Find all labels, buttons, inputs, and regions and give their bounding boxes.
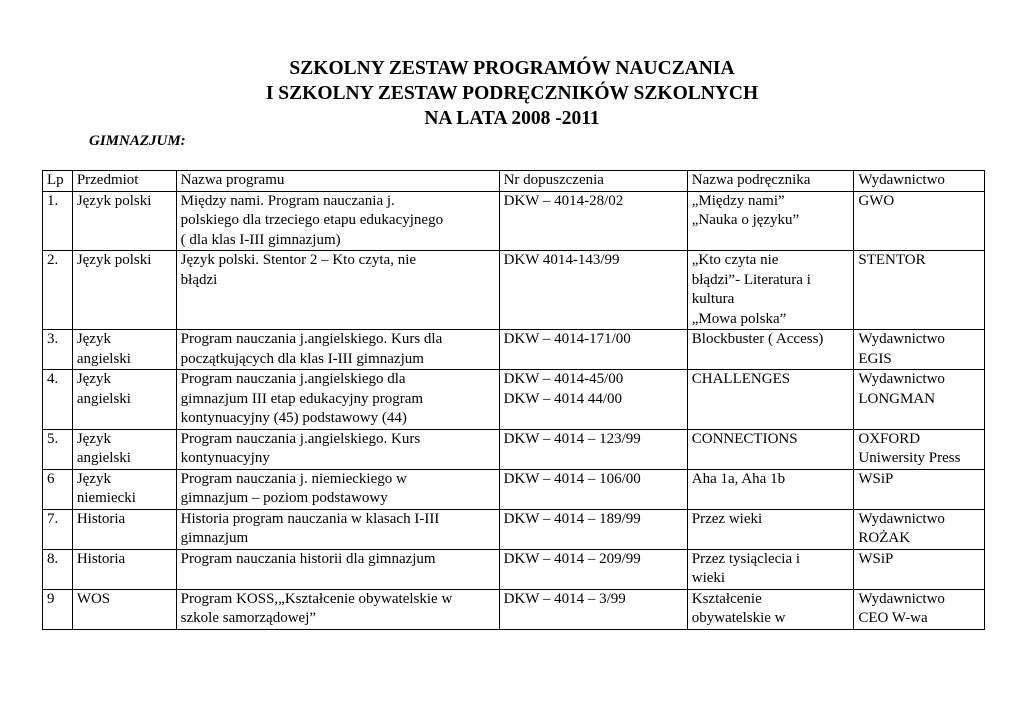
school-level-label: GIMNAZJUM: — [89, 133, 186, 149]
table-row — [43, 469, 985, 509]
cell-lp: 3. — [43, 330, 73, 370]
table-header-row — [43, 171, 985, 192]
table-row — [43, 509, 985, 549]
cell-lp: 4. — [43, 370, 73, 430]
cell-program: Historia program nauczania w klasach I-III gimnazjum — [176, 509, 499, 549]
cell-approval: DKW – 4014-171/00 — [499, 330, 687, 370]
header-program-name: Nazwa programu — [176, 171, 499, 192]
cell-publisher: STENTOR — [854, 251, 985, 330]
cell-textbook: CHALLENGES — [687, 370, 854, 430]
cell-program: Program nauczania j.angielskiego. Kurs kontynuacyjny — [176, 429, 499, 469]
cell-approval: DKW – 4014 – 123/99 — [499, 429, 687, 469]
cell-program: Program nauczania j.angielskiego dla gimnazjum III etap edukacyjny program kontynuacyjny (45) podstawowy (44) — [176, 370, 499, 430]
cell-subject: Język polski — [72, 251, 176, 330]
cell-publisher: Wydawnictwo EGIS — [854, 330, 985, 370]
cell-publisher: Wydawnictwo CEO W-wa — [854, 589, 985, 629]
cell-program: Program nauczania historii dla gimnazjum — [176, 549, 499, 589]
cell-subject: Język angielski — [72, 429, 176, 469]
cell-approval: DKW – 4014-28/02 — [499, 191, 687, 251]
cell-publisher: Wydawnictwo LONGMAN — [854, 370, 985, 430]
cell-program: Program nauczania j. niemieckiego w gimnazjum – poziom podstawowy — [176, 469, 499, 509]
cell-textbook: Aha 1a, Aha 1b — [687, 469, 854, 509]
table-row — [43, 330, 985, 370]
table-row — [43, 370, 985, 430]
cell-approval: DKW – 4014 – 189/99 — [499, 509, 687, 549]
document-title-line-1: SZKOLNY ZESTAW PROGRAMÓW NAUCZANIA — [289, 58, 735, 79]
cell-publisher: WSiP — [854, 549, 985, 589]
cell-program: Program nauczania j.angielskiego. Kurs dla początkujących dla klas I-III gimnazjum — [176, 330, 499, 370]
table-row — [43, 429, 985, 469]
cell-publisher: GWO — [854, 191, 985, 251]
header-publisher: Wydawnictwo — [854, 171, 985, 192]
cell-program: Między nami. Program nauczania j. polskiego dla trzeciego etapu edukacyjnego ( dla klas I-III gimnazjum) — [176, 191, 499, 251]
cell-textbook: CONNECTIONS — [687, 429, 854, 469]
cell-textbook: Kształcenie obywatelskie w — [687, 589, 854, 629]
cell-program: Program KOSS,„Kształcenie obywatelskie w szkole samorządowej” — [176, 589, 499, 629]
cell-subject: Język niemiecki — [72, 469, 176, 509]
cell-approval: DKW 4014-143/99 — [499, 251, 687, 330]
cell-lp: 5. — [43, 429, 73, 469]
cell-textbook: „Kto czyta nie błądzi”- Literatura i kultura „Mowa polska” — [687, 251, 854, 330]
cell-approval: DKW – 4014 – 3/99 — [499, 589, 687, 629]
cell-lp: 7. — [43, 509, 73, 549]
cell-subject: Język angielski — [72, 370, 176, 430]
table-row — [43, 549, 985, 589]
cell-lp: 2. — [43, 251, 73, 330]
cell-subject: WOS — [72, 589, 176, 629]
cell-approval: DKW – 4014-45/00 DKW – 4014 44/00 — [499, 370, 687, 430]
cell-textbook: „Między nami” „Nauka o języku” — [687, 191, 854, 251]
table-row — [43, 251, 985, 330]
cell-lp: 9 — [43, 589, 73, 629]
header-textbook-name: Nazwa podręcznika — [687, 171, 854, 192]
cell-approval: DKW – 4014 – 209/99 — [499, 549, 687, 589]
document-title-line-2: I SZKOLNY ZESTAW PODRĘCZNIKÓW SZKOLNYCH — [265, 83, 759, 104]
document-title-line-3: NA LATA 2008 -2011 — [424, 108, 600, 129]
cell-publisher: WSiP — [854, 469, 985, 509]
cell-subject: Język angielski — [72, 330, 176, 370]
cell-publisher: OXFORD Uniwersity Press — [854, 429, 985, 469]
curriculum-table — [42, 170, 985, 630]
cell-subject: Język polski — [72, 191, 176, 251]
table-row — [43, 589, 985, 629]
header-approval-number: Nr dopuszczenia — [499, 171, 687, 192]
cell-subject: Historia — [72, 509, 176, 549]
table-row — [43, 191, 985, 251]
cell-lp: 1. — [43, 191, 73, 251]
header-lp: Lp — [43, 171, 73, 192]
cell-program: Język polski. Stentor 2 – Kto czyta, nie błądzi — [176, 251, 499, 330]
cell-textbook: Przez wieki — [687, 509, 854, 549]
cell-lp: 6 — [43, 469, 73, 509]
cell-lp: 8. — [43, 549, 73, 589]
cell-approval: DKW – 4014 – 106/00 — [499, 469, 687, 509]
cell-textbook: Przez tysiąclecia i wieki — [687, 549, 854, 589]
cell-textbook: Blockbuster ( Access) — [687, 330, 854, 370]
header-subject: Przedmiot — [72, 171, 176, 192]
cell-publisher: Wydawnictwo ROŻAK — [854, 509, 985, 549]
cell-subject: Historia — [72, 549, 176, 589]
